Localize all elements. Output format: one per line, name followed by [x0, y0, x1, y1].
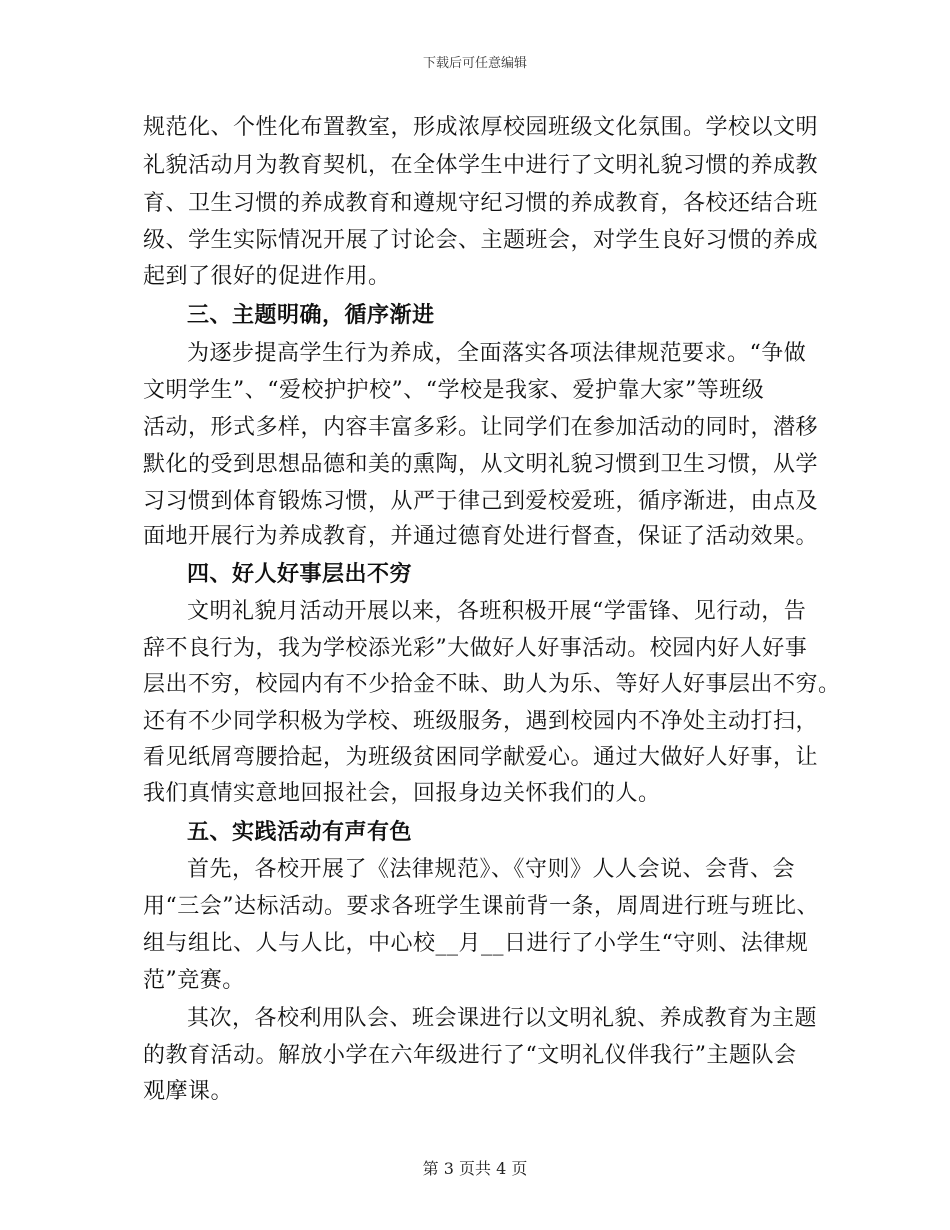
- body-line: 观摩课。: [143, 1079, 234, 1104]
- section-heading: 四、好人好事层出不穷: [187, 561, 413, 587]
- body-line: 其次，各校利用队会、班会课进行以文明礼貌、养成教育为主题: [187, 1006, 818, 1031]
- body-line: 文明学生”、“爱校护护校”、“学校是我家、爱护靠大家”等班级: [143, 378, 765, 403]
- section-heading: 三、主题明确，循序渐进: [187, 302, 435, 328]
- body-line: 文明礼貌月活动开展以来，各班积极开展“学雷锋、见行动，告: [187, 599, 807, 624]
- body-line: 范”竞赛。: [143, 968, 245, 993]
- body-line: 规范化、个性化布置教室，形成浓厚校园班级文化氛围。学校以文明: [143, 115, 819, 140]
- body-line: 用“三会”达标活动。要求各班学生课前背一条，周周进行班与班比、: [143, 894, 819, 919]
- body-line: 看见纸屑弯腰拾起，为班级贫困同学献爱心。通过大做好人好事，让: [143, 745, 819, 770]
- body-line: 起到了很好的促进作用。: [143, 264, 391, 289]
- body-line: 我们真情实意地回报社会，回报身边关怀我们的人。: [143, 781, 661, 806]
- body-line: 育、卫生习惯的养成教育和遵规守纪习惯的养成教育，各校还结合班: [143, 191, 819, 216]
- body-line: 为逐步提高学生行为养成，全面落实各项法律规范要求。“争做: [187, 341, 807, 366]
- body-line: 礼貌活动月为教育契机，在全体学生中进行了文明礼貌习惯的养成教: [143, 153, 819, 178]
- body-line: 活动，形式多样，内容丰富多彩。让同学们在参加活动的同时，潜移: [143, 415, 819, 440]
- body-line: 面地开展行为养成教育，并通过德育处进行督查，保证了活动效果。: [143, 524, 819, 549]
- body-line: 组与组比、人与人比，中心校__月__日进行了小学生“守则、法律规: [143, 931, 809, 956]
- body-line: 默化的受到思想品德和美的熏陶，从文明礼貌习惯到卫生习惯，从学: [143, 452, 819, 477]
- page-header: 下载后可任意编辑: [422, 56, 527, 71]
- page-footer: 第 3 页共 4 页: [422, 1159, 528, 1178]
- section-heading: 五、实践活动有声有色: [187, 819, 413, 845]
- body-line: 还有不少同学积极为学校、班级服务，遇到校园内不净处主动打扫，: [143, 709, 819, 734]
- body-line: 习习惯到体育锻炼习惯，从严于律己到爱校爱班，循序渐进，由点及: [143, 489, 819, 514]
- body-line: 层出不穷，校园内有不少拾金不昧、助人为乐、等好人好事层出不穷。: [143, 672, 841, 697]
- body-line: 级、学生实际情况开展了讨论会、主题班会，对学生良好习惯的养成: [143, 228, 819, 253]
- body-line: 首先，各校开展了《法律规范》、《守则》人人会说、会背、会: [187, 857, 796, 882]
- body-line: 的教育活动。解放小学在六年级进行了“文明礼仪伴我行”主题队会: [143, 1043, 797, 1068]
- body-line: 辞不良行为，我为学校添光彩”大做好人好事活动。校园内好人好事: [143, 636, 808, 661]
